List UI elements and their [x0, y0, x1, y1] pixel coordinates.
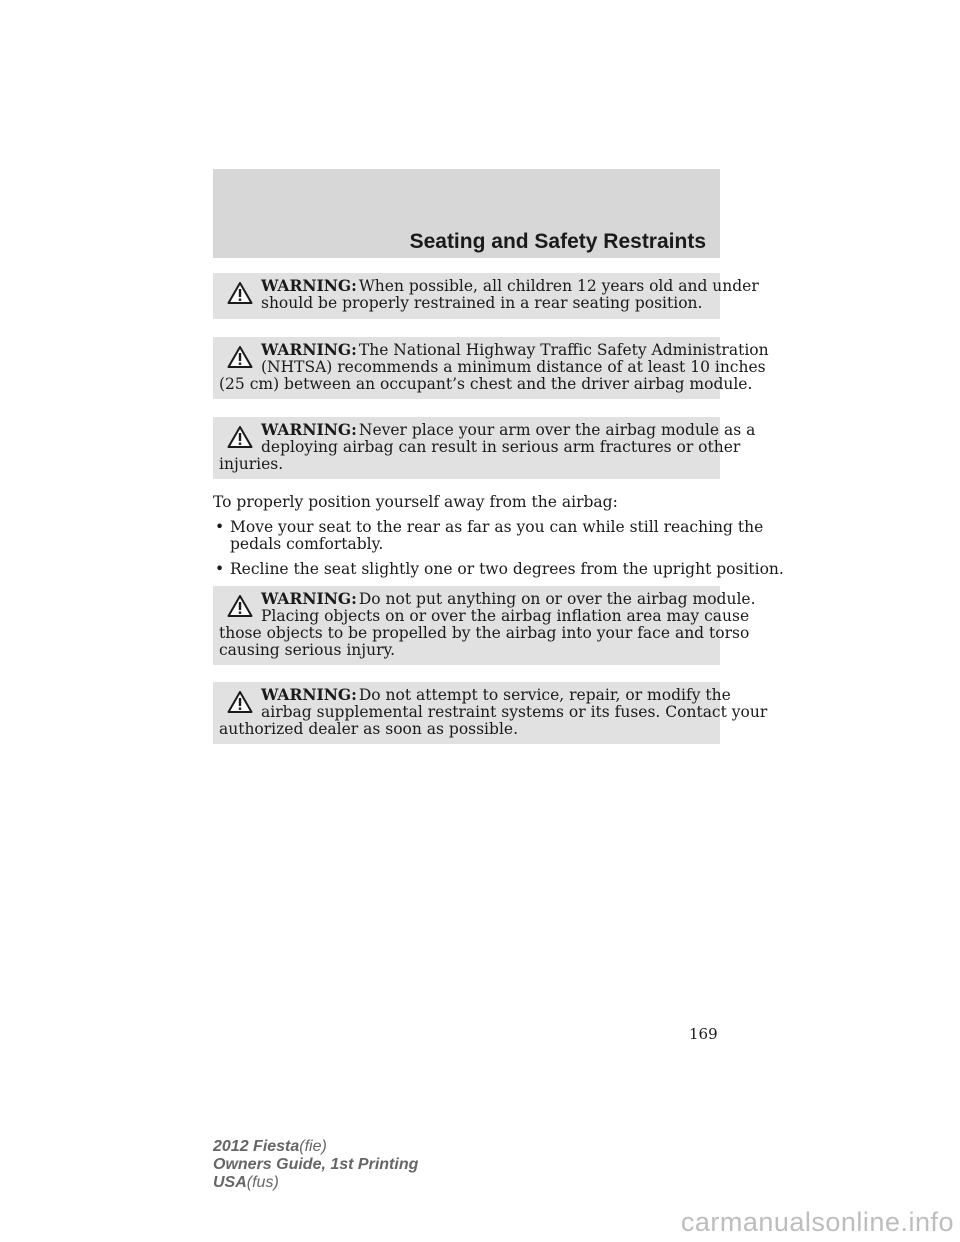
warning-text-line: causing serious injury. [219, 641, 396, 659]
warning-text-line [219, 420, 756, 439]
warning-text-line: (25 cm) between an occupant’s chest and the driver airbag module. [219, 375, 753, 393]
warning-triangle-icon [227, 345, 253, 369]
page-number: 169 [689, 1025, 718, 1043]
footer-market: USA [213, 1174, 247, 1191]
warning-text-line: airbag supplemental restraint systems or its fuses. Contact your [261, 703, 768, 721]
warning-label: WARNING: [261, 420, 357, 439]
warning-text-line [219, 589, 756, 608]
warning-text-line: (NHTSA) recommends a minimum distance of at least 10 inches [261, 358, 766, 376]
footer-market-code: (fus) [246, 1174, 279, 1191]
warning-text-line: Placing objects on or over the airbag inflation area may cause [261, 607, 750, 625]
section-title: Seating and Safety Restraints [409, 230, 706, 253]
watermark: carmanualsonline.info [680, 1207, 954, 1237]
warning-box [213, 682, 768, 744]
warning-triangle-icon [227, 594, 253, 618]
list-item-line: Move your seat to the rear as far as you can while still reaching the [230, 518, 764, 536]
warning-box [213, 337, 769, 399]
list-item [213, 561, 784, 578]
list-item [213, 519, 763, 553]
warning-triangle-icon [227, 281, 253, 305]
warning-text: Do not attempt to service, repair, or modify the [358, 686, 731, 704]
section-header [213, 169, 720, 258]
warning-triangle-icon [227, 690, 253, 714]
warning-text: When possible, all children 12 years old and under [358, 277, 759, 295]
warning-text-line: those objects to be propelled by the airbag into your face and torso [219, 624, 750, 642]
warning-box [213, 417, 756, 479]
warning-label: WARNING: [261, 276, 357, 295]
footer-model-code: (fie) [299, 1138, 327, 1155]
warning-text: Never place your arm over the airbag module as a [358, 421, 756, 439]
warning-label: WARNING: [261, 685, 357, 704]
warning-text-line: should be properly restrained in a rear seating position. [261, 294, 703, 312]
warning-text-line: authorized dealer as soon as possible. [219, 720, 518, 738]
warning-text: The National Highway Traffic Safety Administration [358, 341, 769, 359]
warning-text-line [219, 276, 759, 295]
document-footer [213, 1138, 418, 1192]
warning-text: Do not put anything on or over the airbag module. [358, 590, 756, 608]
warning-triangle-icon [227, 425, 253, 449]
warning-text-line: deploying airbag can result in serious arm fractures or other [261, 438, 741, 456]
warning-box [213, 586, 756, 665]
bullet-mark: • [215, 560, 225, 578]
footer-line [213, 1138, 418, 1156]
footer-model: 2012 Fiesta [213, 1138, 300, 1155]
warning-text-line [219, 340, 769, 359]
list-item-line: Recline the seat slightly one or two degrees from the upright position. [230, 560, 784, 578]
intro-paragraph: To properly position yourself away from the airbag: [213, 493, 618, 511]
list-item-line: pedals comfortably. [230, 535, 384, 553]
footer-guide: Owners Guide, 1st Printing [213, 1156, 419, 1173]
warning-label: WARNING: [261, 589, 357, 608]
warning-label: WARNING: [261, 340, 357, 359]
warning-text-line: injuries. [219, 455, 284, 473]
warning-text-line [219, 685, 731, 704]
warning-box [213, 273, 759, 319]
footer-line [213, 1174, 418, 1192]
bullet-mark: • [215, 518, 225, 536]
